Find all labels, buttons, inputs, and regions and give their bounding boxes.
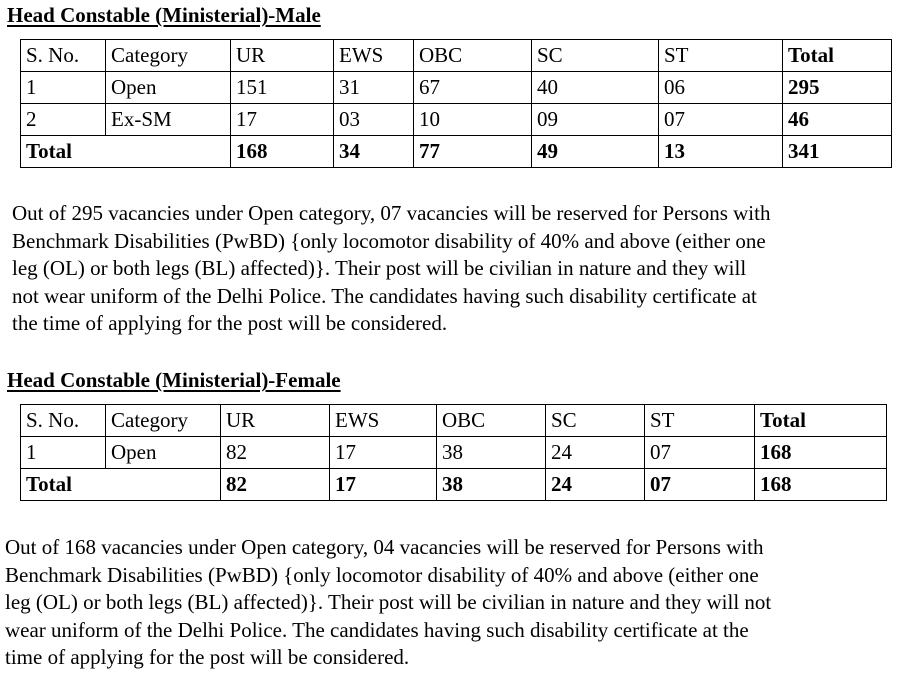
note-line: leg (OL) or both legs (BL) affected)}. Their post will be civilian in nature and they will not bbox=[5, 590, 772, 614]
total-cell: 34 bbox=[334, 136, 414, 168]
female-vacancy-table bbox=[20, 404, 887, 501]
table-cell: 31 bbox=[334, 72, 414, 104]
table-cell: Ex-SM bbox=[106, 104, 231, 136]
table-cell: 03 bbox=[334, 104, 414, 136]
header-cell: ST bbox=[659, 40, 783, 72]
table-cell: Open bbox=[106, 72, 231, 104]
total-cell: 49 bbox=[532, 136, 659, 168]
table-cell: 46 bbox=[783, 104, 892, 136]
table-total-row bbox=[21, 136, 892, 168]
total-cell: 38 bbox=[437, 469, 546, 501]
total-cell: 341 bbox=[783, 136, 892, 168]
header-cell: SC bbox=[546, 405, 645, 437]
note-line: Out of 168 vacancies under Open category, 04 vacancies will be reserved for Persons with bbox=[5, 535, 764, 559]
note-line: wear uniform of the Delhi Police. The candidates having such disability certificate at the bbox=[5, 617, 749, 642]
header-cell: SC bbox=[532, 40, 659, 72]
header-cell: S. No. bbox=[21, 40, 106, 72]
table-cell: 38 bbox=[437, 437, 546, 469]
total-label-cell: Total bbox=[21, 469, 221, 501]
note-line: leg (OL) or both legs (BL) affected)}. Their post will be civilian in nature and they will bbox=[12, 256, 747, 280]
total-cell: 07 bbox=[645, 469, 755, 501]
header-cell: UR bbox=[231, 40, 334, 72]
table-cell: 07 bbox=[659, 104, 783, 136]
table-cell: 17 bbox=[231, 104, 334, 136]
female-section-heading: Head Constable (Ministerial)-Female bbox=[7, 368, 341, 392]
total-cell: 77 bbox=[414, 136, 532, 168]
table-cell: 67 bbox=[414, 72, 532, 104]
table-cell: 10 bbox=[414, 104, 532, 136]
table-cell: 295 bbox=[783, 72, 892, 104]
table-cell: 07 bbox=[645, 437, 755, 469]
table-cell: 82 bbox=[221, 437, 330, 469]
table-cell: 17 bbox=[330, 437, 437, 469]
table-cell: 151 bbox=[231, 72, 334, 104]
note-line: Benchmark Disabilities (PwBD) {only locomotor disability of 40% and above (either one bbox=[5, 562, 759, 587]
header-cell: EWS bbox=[330, 405, 437, 437]
note-line: the time of applying for the post will be considered. bbox=[12, 311, 448, 335]
male-pwbd-note bbox=[12, 200, 770, 338]
table-header-row bbox=[21, 40, 892, 72]
header-cell: OBC bbox=[437, 405, 546, 437]
header-cell: UR bbox=[221, 405, 330, 437]
note-line: Benchmark Disabilities (PwBD) {only locomotor disability of 40% and above (either one bbox=[12, 228, 766, 253]
header-cell: EWS bbox=[334, 40, 414, 72]
header-cell: ST bbox=[645, 405, 755, 437]
total-cell: 168 bbox=[231, 136, 334, 168]
total-cell: 24 bbox=[546, 469, 645, 501]
table-row bbox=[21, 437, 887, 469]
header-cell: Total bbox=[755, 405, 887, 437]
male-vacancy-table bbox=[20, 39, 892, 168]
table-row bbox=[21, 104, 892, 136]
total-cell: 82 bbox=[221, 469, 330, 501]
table-cell: 1 bbox=[21, 437, 106, 469]
total-cell: 13 bbox=[659, 136, 783, 168]
table-row bbox=[21, 72, 892, 104]
header-cell: Category bbox=[106, 405, 221, 437]
table-cell: 06 bbox=[659, 72, 783, 104]
male-section-heading: Head Constable (Ministerial)-Male bbox=[7, 3, 321, 27]
total-cell: 168 bbox=[755, 469, 887, 501]
table-cell: 168 bbox=[755, 437, 887, 469]
total-cell: 17 bbox=[330, 469, 437, 501]
table-total-row bbox=[21, 469, 887, 501]
table-header-row bbox=[21, 405, 887, 437]
table-cell: 2 bbox=[21, 104, 106, 136]
header-cell: S. No. bbox=[21, 405, 106, 437]
table-cell: 40 bbox=[532, 72, 659, 104]
note-line: time of applying for the post will be considered. bbox=[5, 645, 410, 669]
total-label-cell: Total bbox=[21, 136, 231, 168]
table-cell: 09 bbox=[532, 104, 659, 136]
female-pwbd-note bbox=[5, 534, 771, 672]
table-cell: 1 bbox=[21, 72, 106, 104]
header-cell: Category bbox=[106, 40, 231, 72]
note-line: not wear uniform of the Delhi Police. The candidates having such disability certificate at bbox=[12, 283, 757, 308]
table-cell: Open bbox=[106, 437, 221, 469]
header-cell: OBC bbox=[414, 40, 532, 72]
table-cell: 24 bbox=[546, 437, 645, 469]
note-line: Out of 295 vacancies under Open category, 07 vacancies will be reserved for Persons with bbox=[12, 201, 771, 225]
header-cell: Total bbox=[783, 40, 892, 72]
